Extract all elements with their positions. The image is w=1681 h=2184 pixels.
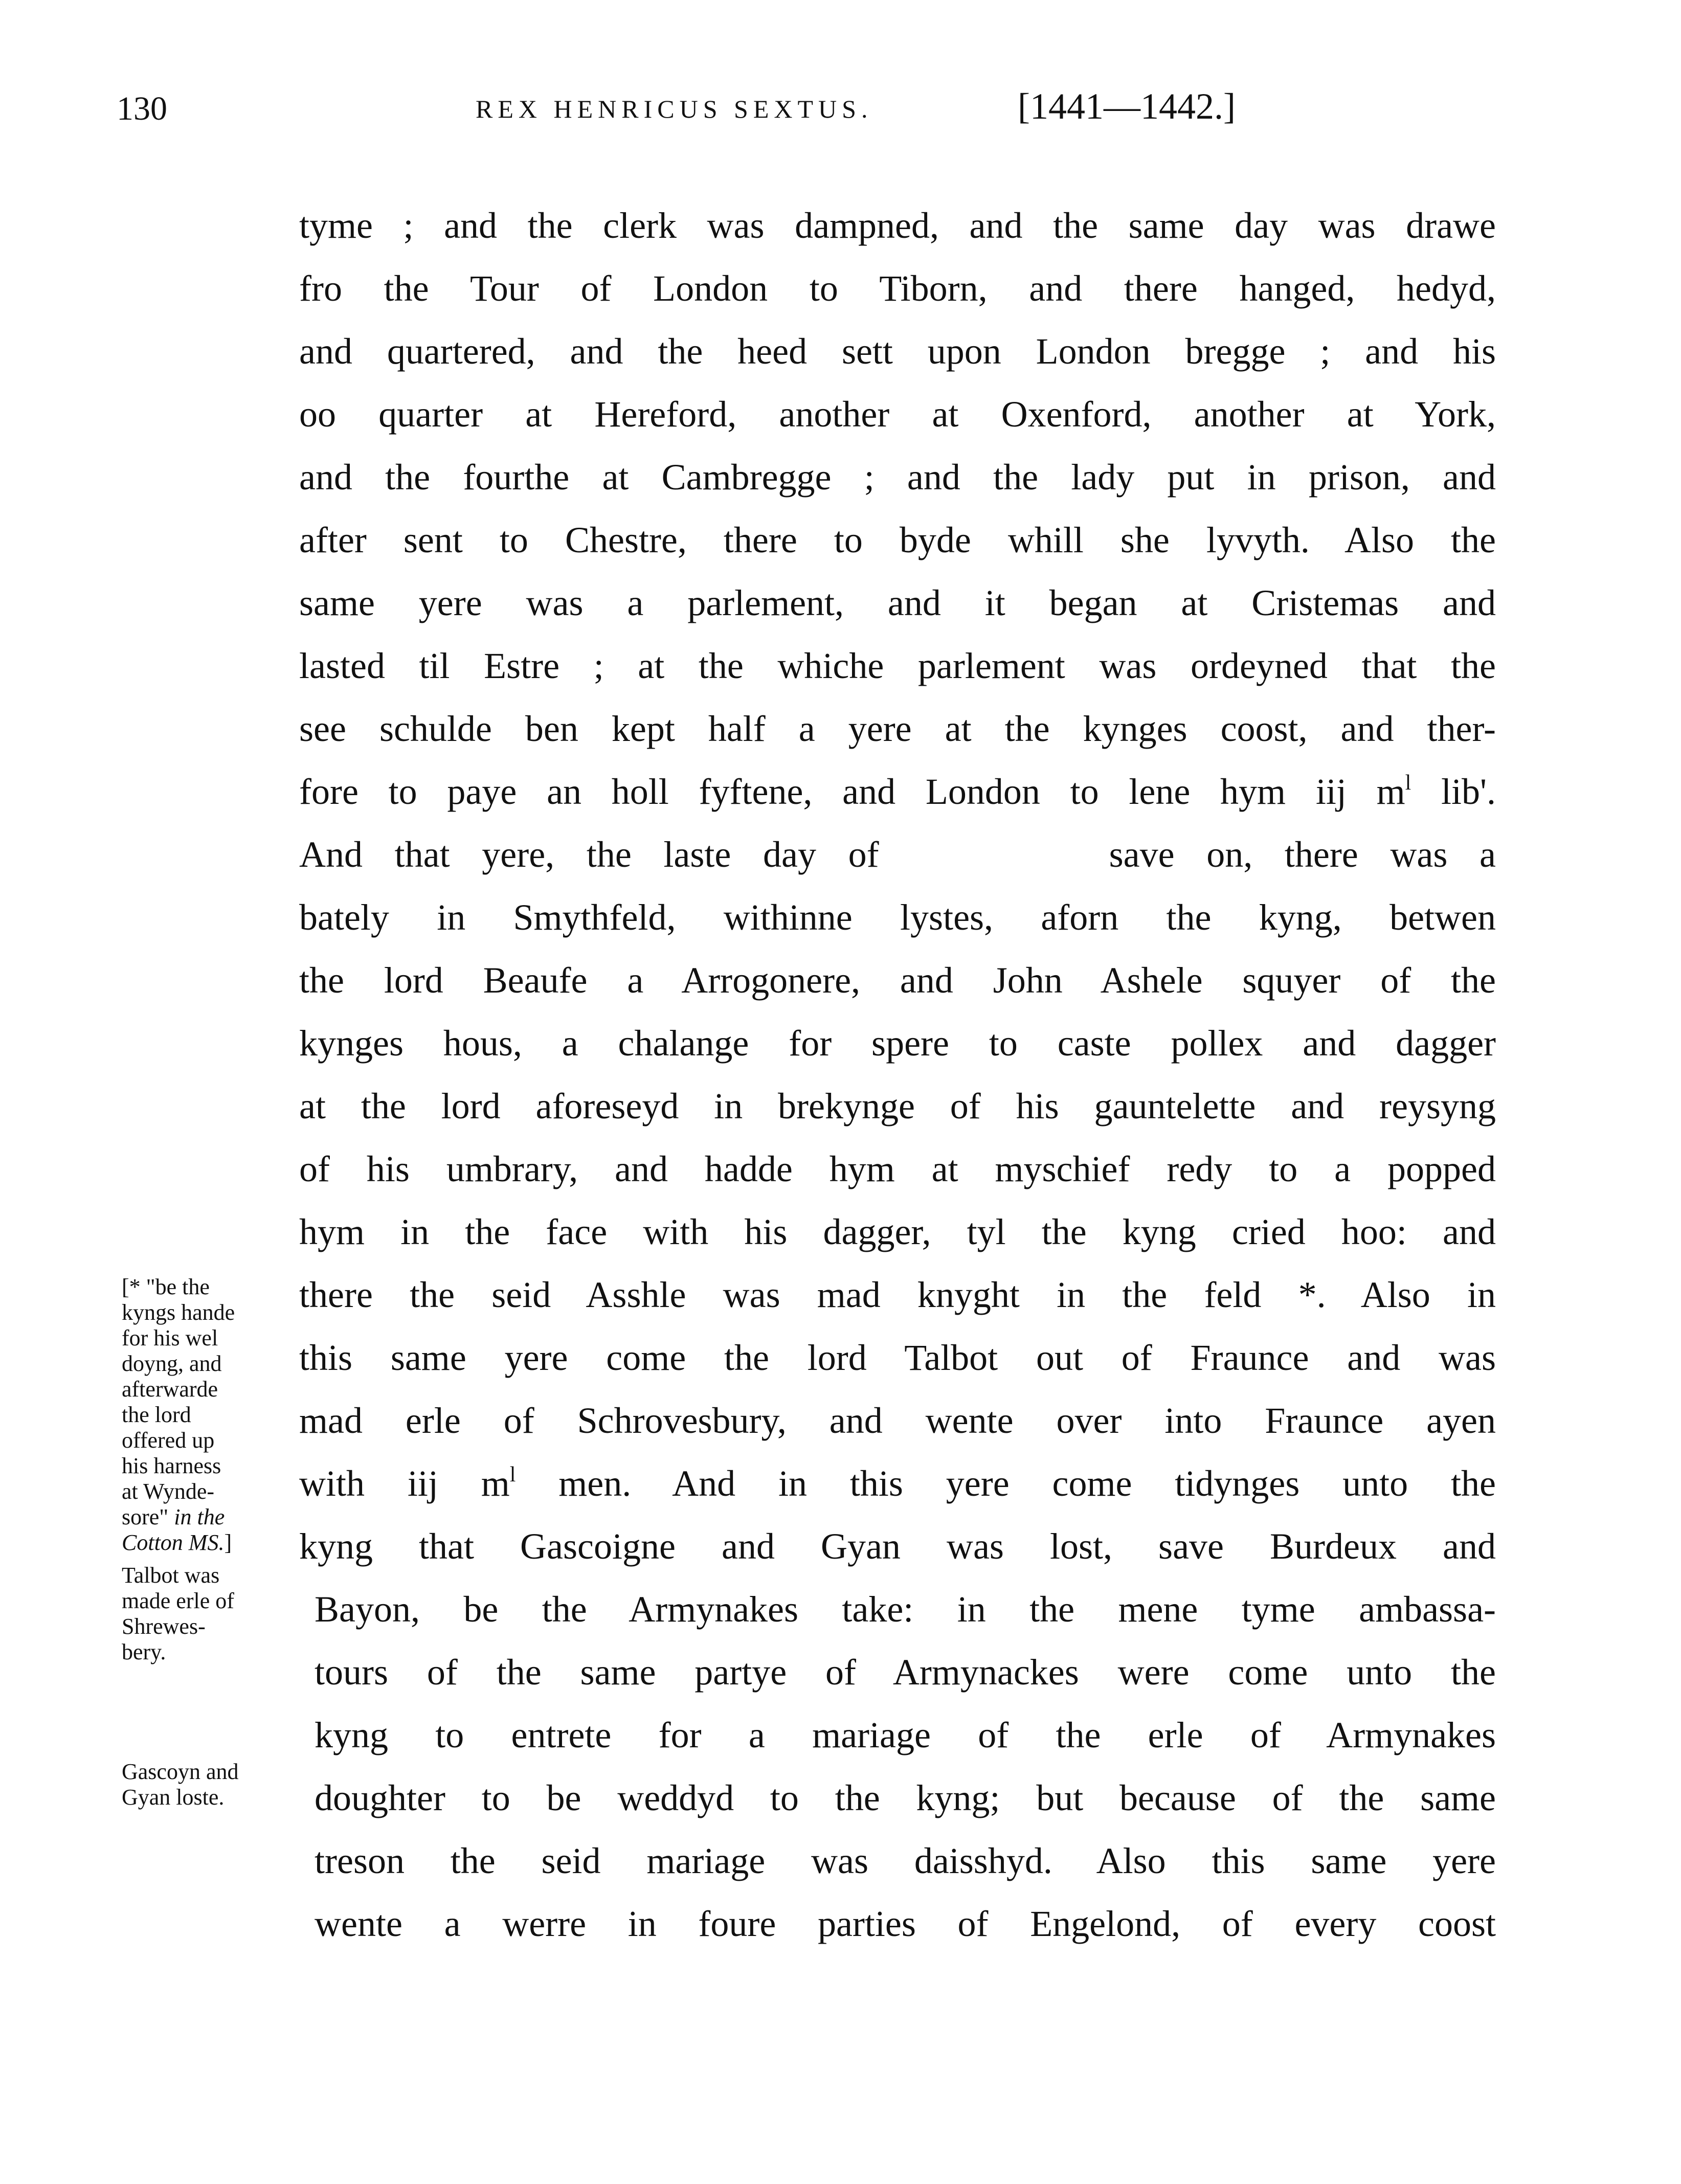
text-line: there the seid Asshle was mad knyght in the feld *. Also in: [299, 1274, 1496, 1315]
running-title: REX HENRICUS SEXTUS.: [476, 95, 873, 123]
note-line: doyng, and: [122, 1351, 222, 1376]
text-line: at the lord aforeseyd in brekynge of his gauntelette and reysyng: [299, 1086, 1496, 1127]
note-line: the lord: [122, 1402, 191, 1427]
note-line: Talbot was: [122, 1563, 220, 1588]
text-line: [299, 823, 1496, 886]
note-line: offered up: [122, 1428, 215, 1453]
note-line: his harness: [122, 1453, 221, 1478]
note-line: Gyan loste.: [122, 1785, 225, 1810]
note-line: at Wynde-: [122, 1479, 215, 1504]
note-line: [* "be the: [122, 1274, 210, 1299]
text-line: bately in Smythfeld, withinne lystes, aforn the kyng, betwen: [299, 897, 1496, 938]
margin-note-talbot: [122, 1563, 290, 1665]
text-line: tyme ; and the clerk was dampned, and the same day was drawe: [299, 205, 1496, 246]
page-number: 130: [117, 90, 167, 127]
date-range: [1441—1442.]: [1018, 86, 1236, 127]
text-line: kyng to entrete for a mariage of the erle of Armynakes: [315, 1715, 1496, 1755]
note-line: for his wel: [122, 1325, 218, 1350]
text-line: kynges hous, a chalange for spere to caste pollex and dagger: [299, 1023, 1496, 1064]
text-segment: And that yere, the laste day of: [299, 834, 879, 875]
superscript: l: [1405, 771, 1411, 795]
text-line: lasted til Estre ; at the whiche parlement was ordeyned that the: [299, 645, 1496, 686]
text-line: doughter to be weddyd to the kyng; but because of the same: [315, 1777, 1496, 1818]
note-line: bery.: [122, 1639, 166, 1664]
main-text: [299, 194, 1496, 1955]
note-line: made erle of: [122, 1588, 234, 1613]
text-line: Bayon, be the Armynakes take: in the mene tyme ambassa-: [315, 1589, 1496, 1630]
note-text: sore": [122, 1504, 169, 1529]
superscript: l: [509, 1463, 516, 1487]
text-line: and quartered, and the heed sett upon London bregge ; and his: [299, 331, 1496, 372]
text-line: mad erle of Schrovesbury, and wente over into Fraunce ayen: [299, 1400, 1496, 1441]
text-segment: fore to paye an holl fyftene, and London to lene hym iij m: [299, 771, 1405, 812]
text-segment: with iij m: [299, 1463, 510, 1504]
margin-note-cotton: [122, 1274, 290, 1556]
text-segment: men. And in this yere come tidynges unto the: [515, 1463, 1496, 1504]
text-line: after sent to Chestre, there to byde whill she lyvyth. Also the: [299, 520, 1496, 560]
note-line: [122, 1504, 290, 1530]
text-line: fro the Tour of London to Tiborn, and there hanged, hedyd,: [299, 268, 1496, 309]
text-line: [299, 1452, 1496, 1515]
text-line: [299, 760, 1496, 823]
note-line: Gascoyn and: [122, 1759, 239, 1784]
text-line: of his umbrary, and hadde hym at myschief redy to a popped: [299, 1149, 1496, 1189]
text-line: see schulde ben kept half a yere at the kynges coost, and ther-: [299, 708, 1496, 749]
text-line: and the fourthe at Cambregge ; and the lady put in prison, and: [299, 457, 1496, 498]
margin-note-gascoyn: [122, 1759, 290, 1810]
note-italic: Cotton MS.: [122, 1530, 225, 1555]
text-line: wente a werre in foure parties of Engelond, of every coost: [315, 1903, 1496, 1944]
note-line: afterwarde: [122, 1377, 218, 1402]
text-line: the lord Beaufe a Arrogonere, and John Ashele squyer of the: [299, 960, 1496, 1001]
note-line: kyngs hande: [122, 1300, 235, 1325]
text-line: kyng that Gascoigne and Gyan was lost, save Burdeux and: [299, 1526, 1496, 1567]
text-line: treson the seid mariage was daisshyd. Also this same yere: [315, 1840, 1496, 1881]
text-line: tours of the same partye of Armynackes were come unto the: [315, 1652, 1496, 1693]
note-line: [122, 1530, 290, 1556]
text-segment: save on, there was a: [1109, 834, 1496, 875]
text-line: hym in the face with his dagger, tyl the kyng cried hoo: and: [299, 1211, 1496, 1252]
text-segment: lib'.: [1411, 771, 1496, 812]
text-line: oo quarter at Hereford, another at Oxenford, another at York,: [299, 394, 1496, 435]
note-italic: in the: [174, 1504, 225, 1529]
text-line: same yere was a parlement, and it began at Cristemas and: [299, 582, 1496, 623]
text-line: this same yere come the lord Talbot out of Fraunce and was: [299, 1337, 1496, 1378]
note-line: Shrewes-: [122, 1614, 206, 1639]
note-text: ]: [224, 1530, 232, 1555]
